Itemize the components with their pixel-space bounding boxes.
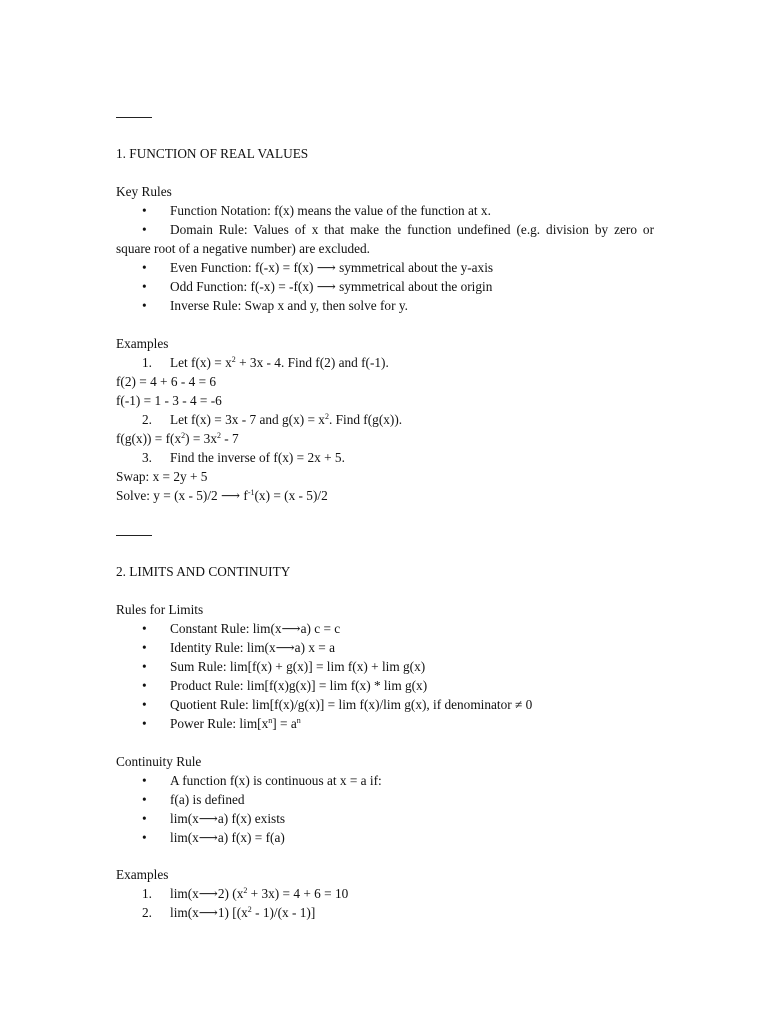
continuity-item-3: lim(x⟶a) f(x) exists bbox=[170, 811, 286, 826]
rule-domain-line1: Domain Rule: Values of x that make the function undefined (e.g. division by zero or bbox=[170, 222, 654, 237]
bullet: • bbox=[142, 811, 147, 826]
section-1-title: 1. FUNCTION OF REAL VALUES bbox=[116, 146, 309, 161]
section-2-title: 2. LIMITS AND CONTINUITY bbox=[116, 564, 291, 579]
example-number: 1. bbox=[142, 355, 152, 370]
bullet: • bbox=[142, 830, 147, 845]
rules-for-limits-heading: Rules for Limits bbox=[116, 602, 204, 617]
example-2-solution: $f(g(x)) = f(x^2) = 3x^2 - 7$ bbox=[116, 431, 239, 446]
rule-function-notation: Function Notation: f(x) means the value of the function at x. bbox=[170, 203, 491, 218]
examples-heading-1: Examples bbox=[116, 336, 169, 351]
key-rules-heading: Key Rules bbox=[116, 184, 172, 199]
rule-product: Product Rule: lim[f(x)g(x)] = lim f(x) * lim g(x) bbox=[170, 678, 428, 693]
continuity-rule-heading: Continuity Rule bbox=[116, 754, 202, 769]
rule-power: Power Rule: $\lim[x^n] = a^n$ bbox=[170, 716, 301, 731]
bullet: • bbox=[142, 659, 147, 674]
rule-constant: Constant Rule: lim(x⟶a) c = c bbox=[170, 621, 341, 636]
example-3-solution-2: Solve: y = (x - 5)/2 ⟶ $f^{-1}(x) = (x - 5)/2$ bbox=[116, 488, 328, 503]
example-number: 1. bbox=[142, 886, 152, 901]
example-number: 2. bbox=[142, 412, 152, 427]
bullet: • bbox=[142, 279, 147, 294]
rule-even-function: Even Function: f(-x) = f(x) ⟶ symmetrical about the y-axis bbox=[170, 260, 494, 275]
limits-example-1: lim(x⟶2) $(x^2 + 3x) = 4 + 6 = 10$ bbox=[170, 886, 349, 901]
bullet: • bbox=[142, 697, 147, 712]
continuity-item-1: A function f(x) is continuous at x = a if: bbox=[170, 773, 382, 788]
section-divider-middle bbox=[116, 535, 152, 536]
section-divider-top bbox=[116, 117, 152, 118]
rule-identity: Identity Rule: lim(x⟶a) x = a bbox=[170, 640, 336, 655]
rule-quotient: Quotient Rule: lim[f(x)/g(x)] = lim f(x)/lim g(x), if denominator ≠ 0 bbox=[170, 697, 533, 712]
bullet: • bbox=[142, 298, 147, 313]
bullet: • bbox=[142, 792, 147, 807]
limits-example-2: lim(x⟶1) $[(x^2 - 1)/(x - 1)]$ bbox=[170, 905, 316, 920]
example-3-solution-1: Swap: x = 2y + 5 bbox=[116, 469, 208, 484]
bullet: • bbox=[142, 260, 147, 275]
example-2-question: Let f(x) = 3x - 7 and $g(x) = x^2$. Find f(g(x)). bbox=[170, 412, 403, 427]
bullet: • bbox=[142, 716, 147, 731]
bullet: • bbox=[142, 773, 147, 788]
continuity-item-2: f(a) is defined bbox=[170, 792, 245, 807]
continuity-item-4: lim(x⟶a) f(x) = f(a) bbox=[170, 830, 285, 845]
example-1-solution-2: f(-1) = 1 - 3 - 4 = -6 bbox=[116, 393, 222, 408]
example-number: 2. bbox=[142, 905, 152, 920]
bullet: • bbox=[142, 621, 147, 636]
rule-inverse: Inverse Rule: Swap x and y, then solve for y. bbox=[170, 298, 408, 313]
bullet: • bbox=[142, 203, 147, 218]
rule-odd-function: Odd Function: f(-x) = -f(x) ⟶ symmetrical about the origin bbox=[170, 279, 493, 294]
bullet: • bbox=[142, 640, 147, 655]
example-1-question: Let $f(x) = x^2 + 3x - 4$. Find f(2) and f(-1). bbox=[170, 355, 389, 370]
bullet: • bbox=[142, 678, 147, 693]
example-3-question: Find the inverse of f(x) = 2x + 5. bbox=[170, 450, 345, 465]
example-1-solution-1: f(2) = 4 + 6 - 4 = 6 bbox=[116, 374, 217, 389]
examples-heading-2: Examples bbox=[116, 867, 169, 882]
rule-domain-line2: square root of a negative number) are excluded. bbox=[116, 241, 371, 256]
example-number: 3. bbox=[142, 450, 152, 465]
rule-sum: Sum Rule: lim[f(x) + g(x)] = lim f(x) + lim g(x) bbox=[170, 659, 426, 674]
bullet: • bbox=[142, 222, 147, 237]
